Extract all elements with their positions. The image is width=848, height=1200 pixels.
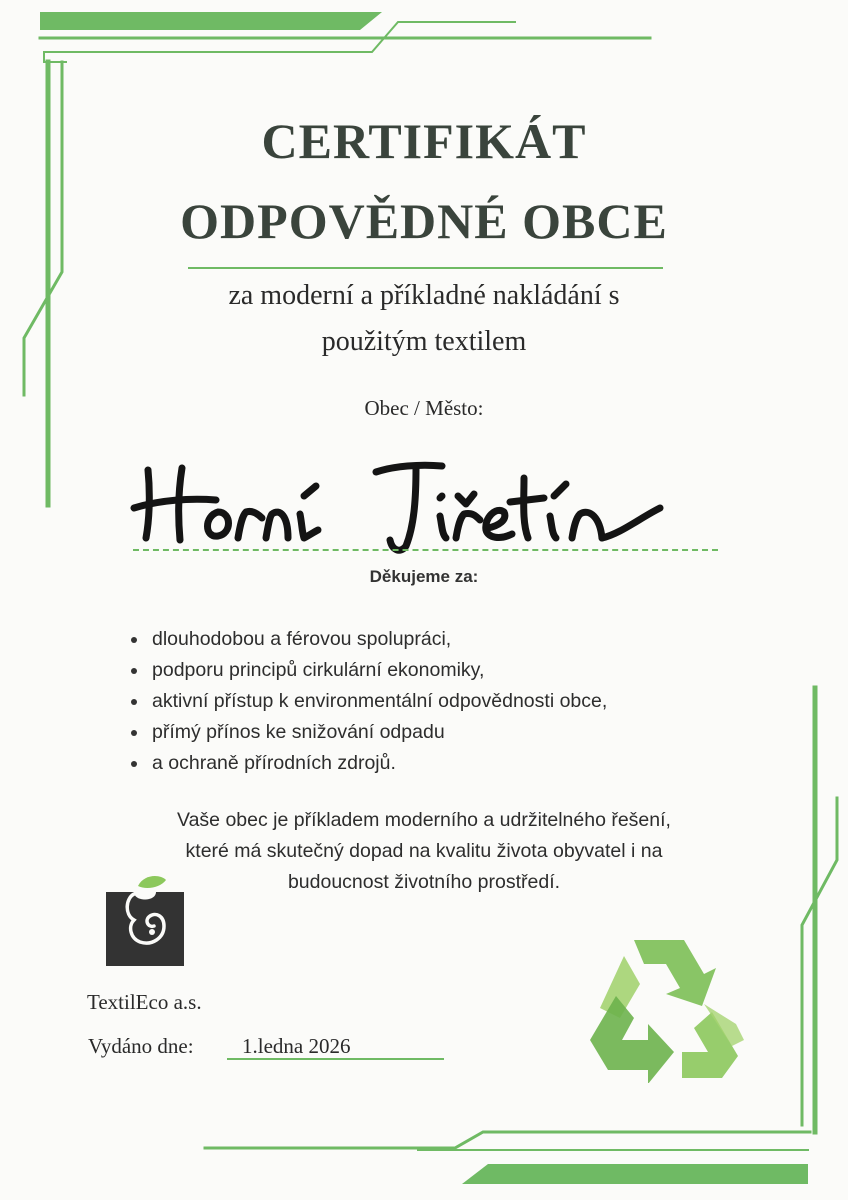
thanks-list <box>128 624 607 779</box>
recycle-icon <box>586 928 746 1083</box>
subtitle-line-2: použitým textilem <box>321 326 527 357</box>
certificate-title-line-2: ODPOVĚDNÉ OBCE <box>180 193 668 249</box>
closing-paragraph-line-1: Vaše obec je příkladem moderního a udržitelného řešení, <box>177 809 671 831</box>
subtitle-line-1: za moderní a příkladné nakládání s <box>228 280 620 311</box>
frame-top-band <box>40 12 382 30</box>
certificate-title-line-1: CERTIFIKÁT <box>261 113 587 169</box>
list-item: přímý přínos ke snižování odpadu <box>128 717 607 748</box>
issued-date-value: 1.ledna 2026 <box>242 1034 351 1058</box>
textileco-logo-icon <box>104 872 186 968</box>
municipality-label: Obec / Město: <box>364 396 484 420</box>
municipality-name-handwritten <box>120 438 720 558</box>
list-item: podporu principů cirkulární ekonomiky, <box>128 655 607 686</box>
issued-date-line <box>227 1058 444 1060</box>
municipality-name-line <box>133 549 718 551</box>
frame-bottom-band <box>462 1164 808 1184</box>
list-item: a ochraně přírodních zdrojů. <box>128 748 607 779</box>
frame-bottom-line-1 <box>205 1132 810 1148</box>
closing-paragraph-line-2: které má skutečný dopad na kvalitu života obyvatel i na <box>185 840 663 862</box>
list-item: aktivní přístup k environmentální odpovědnosti obce, <box>128 686 607 717</box>
company-name: TextilEco a.s. <box>87 990 202 1014</box>
title-divider <box>188 267 663 269</box>
list-item: dlouhodobou a férovou spolupráci, <box>128 624 607 655</box>
thanks-heading: Děkujeme za: <box>369 567 479 586</box>
issued-date-label: Vydáno dne: <box>88 1034 194 1058</box>
closing-paragraph-line-3: budoucnost životního prostředí. <box>287 871 561 893</box>
